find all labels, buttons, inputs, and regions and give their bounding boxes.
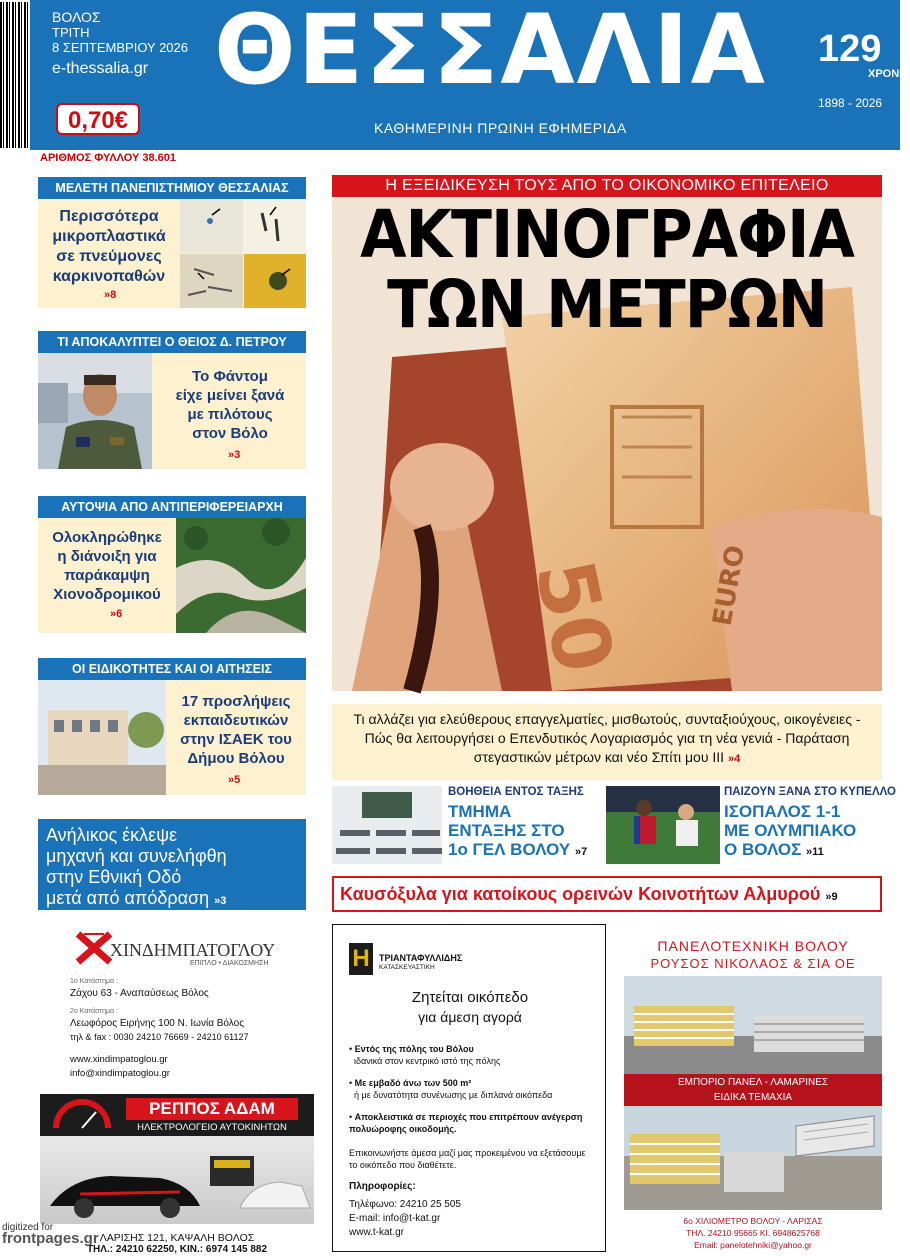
headline-line: Ολοκληρώθηκε [52,529,162,546]
headline-line: στην Εθνική Οδό [46,867,182,887]
banner-line: ΕΜΠΟΡΙΟ ΠΑΝΕΛ - ΛΑΜΑΡΙΝΕΣ [677,1077,829,1088]
lead-headline[interactable]: ΤΩΝ ΜΕΤΡΩΝ [387,266,827,344]
aerial-road-photo [176,518,306,633]
headline-line: στον Βόλο [192,425,268,442]
newspaper-title: ΘΕΣΣΑΛΙΑ [214,0,767,106]
ad-phone: τηλ & fax : 0030 24210 76669 - 24210 61127 [70,1032,249,1042]
ad-triantafyllidis[interactable] [332,924,606,1252]
ad-address: 6ο ΧΙΛΙΟΜΕΤΡΟ ΒΟΛΟΥ - ΛΑΡΙΣΑΣ [683,1216,823,1226]
page-ref: »9 [825,891,838,903]
bullet-item: • Εντός της πόλης του Βόλου ιδανικά στον κεντρικό ιστό της πόλης [349,1044,501,1066]
warehouse-photo [624,1106,882,1210]
headline-line: ΤΜΗΜΑ [448,802,512,821]
city: ΒΟΛΟΣ [52,9,101,25]
ad-heading: Ζητείται οικόπεδο [411,989,529,1006]
anniversary-badge [818,28,910,110]
page-ref: »5 [228,774,241,786]
headline-line: Το Φάντομ [192,368,268,385]
story-isaek[interactable] [38,658,306,795]
ad-brand: ΧΙΝΔΗΜΠΑΤΟΓΛΟΥ [110,940,276,960]
story-phantom[interactable] [38,331,306,469]
story-kicker: ΒΟΗΘΕΙΑ ΕΝΤΟΣ ΤΑΞΗΣ [448,786,584,798]
ad-heading: για άμεση αγορά [418,1009,522,1025]
ad-email[interactable]: E-mail: info@t-kat.gr [349,1213,441,1224]
headline-line: ΕΝΤΑΞΗΣ ΣΤΟ [448,821,565,840]
headline-line: με πιλότους [187,406,273,423]
page-ref: »11 [806,846,824,858]
story-juvenile-theft[interactable] [38,819,306,910]
ad-email[interactable]: info@xindimpatoglou.gr [70,1068,170,1079]
headline-line: εκπαιδευτικών [183,712,289,729]
price-badge: 0,70€ [56,103,140,135]
masthead-info [52,10,188,76]
headline-line: καρκινοπαθών [52,268,166,285]
page-ref: »3 [228,449,241,461]
credit-line: digitized for [2,1222,54,1233]
headline-line: Χιονοδρομικού [53,586,161,603]
ad-brand: ΡΕΠΠΟΣ ΑΔΑΜ [126,1098,298,1120]
story-headline [166,692,306,768]
ad-panelotechniki[interactable] [624,924,882,1252]
store-address: Ζάχου 63 - Αναπαύσεως Βόλος [70,988,209,999]
story-integration-class[interactable] [332,786,602,864]
pilot-photo [38,353,152,469]
story-headline: Καυσόξυλα για κατοίκους ορεινών Κοινοτήτων Αλμυρού [340,884,821,904]
story-headline [156,367,304,443]
story-microplastics[interactable] [38,177,306,308]
speedometer-icon [50,1100,114,1130]
building-photo [38,680,166,795]
story-header: ΜΕΛΕΤΗ ΠΑΝΕΠΙΣΤΗΜΙΟΥ ΘΕΣΣΑΛΙΑΣ [38,177,306,199]
day: ΤΡΙΤΗ [52,25,90,40]
ad-address: ΛΑΡΙΣΗΣ 121, ΚΑΨΑΛΗ ΒΟΛΟΣ [99,1232,255,1244]
years-number: 129 [818,28,882,70]
story-ski-road[interactable] [38,496,306,633]
cars-photo [40,1136,314,1224]
newspaper-subtitle: ΚΑΘΗΜΕΡΙΝΗ ΠΡΩΙΝΗ ΕΦΗΜΕΡΙΔΑ [374,120,627,136]
story-headline [38,207,180,287]
classroom-photo [332,786,442,864]
story-firewood[interactable] [332,876,882,912]
website-link[interactable]: e-thessalia.gr [52,60,149,77]
ad-phone: ΤΗΛ. 24210 95665 ΚΙ. 6948625768 [686,1228,820,1238]
headline-line: ΙΣΟΠΑΛΟΣ 1-1 [724,802,841,821]
microscope-image [180,199,306,308]
lead-summary [332,704,882,780]
banknote-text: EURO [707,543,752,629]
ad-brand: ΤΡΙΑΝΤΑΦΥΛΛΙΔΗΣ [379,953,463,963]
ad-bullets [349,1043,599,1135]
headline-line: 1ο ΓΕΛ ΒΟΛΟΥ »7 [448,840,588,859]
headline-line: είχε μείνει ξανά [175,387,285,404]
ad-contact-text: Επικοινωνήστε άμεσα μαζί μας προκειμένου να εξετάσουμε το οικόπεδο που διαθέτετε. [349,1148,586,1170]
headline-line: παράκαμψη [64,567,150,584]
ad-subtitle: ΡΟΥΣΟΣ ΝΙΚΟΛΑΟΣ & ΣΙΑ ΟΕ [650,956,856,971]
barcode [0,2,30,148]
ad-email[interactable]: Email: panelotehniki@yahoo.gr [694,1240,812,1250]
ad-brand: ΠΑΝΕΛΟΤΕΧΝΙΚΗ ΒΟΛΟΥ [657,938,849,954]
story-headline [724,802,856,862]
page-ref: »7 [574,846,588,858]
headline-line: Δήμου Βόλου [187,750,285,767]
years-range: 1898 - 2026 [818,96,883,110]
digitized-credit [2,1222,99,1247]
lead-headline[interactable]: ΑΚΤΙΝΟΓΡΑΦΙΑ [360,196,854,274]
bullet-item: • Αποκλειστικά σε περιοχές που επιτρέπουν ανέγερση πολυώροφης οικοδομής. [349,1112,583,1134]
story-volos-olympiacos[interactable] [606,786,896,864]
ad-subtitle: ΗΛΕΚΤΡΟΛΟΓΕΙΟ ΑΥΤΟΚΙΝΗΤΩΝ [137,1122,287,1133]
headline-line: μηχανή και συνελήφθη [46,846,227,866]
store-address: Λεωφόρος Ειρήνης 100 Ν. Ιωνία Βόλος [70,1018,245,1029]
panels-photo [624,976,882,1074]
page-ref: »3 [214,895,227,907]
story-header: ΑΥΤΟΨΙΑ ΑΠΟ ΑΝΤΙΠΕΡΙΦΕΡΕΙΑΡΧΗ [38,496,306,518]
x-logo-icon [74,930,114,966]
ad-phone: Τηλέφωνο: 24210 25 505 [349,1199,461,1210]
bullet-item: • Με εμβαδό άνω των 500 m² ή με δυνατότητα συνένωσης με διπλανά οικόπεδα [349,1078,553,1100]
ad-tagline: ΕΠΙΠΛΟ • ΔΙΑΚΟΣΜΗΣΗ [190,960,269,967]
headline-line: η διάνοιξη για [57,548,157,565]
lead-kicker: Η ΕΞΕΙΔΙΚΕΥΣΗ ΤΟΥΣ ΑΠΟ ΤΟ ΟΙΚΟΝΟΜΙΚΟ ΕΠΙΤΕΛΕΙΟ [332,175,882,197]
headline-line: Περισσότερα [59,208,159,225]
page-ref: »4 [727,753,741,765]
headline-line: Ανήλικος έκλεψε [46,825,178,845]
headline-line: Ο ΒΟΛΟΣ »11 [724,840,824,859]
svg-text:50: 50 [517,552,632,681]
headline-line: σε πνεύμονες [56,248,162,265]
masthead [0,0,910,150]
credit-site[interactable]: frontpages.gr [2,1230,99,1247]
ad-phone: ΤΗΛ.: 24210 62250, ΚΙΝ.: 6974 145 882 [86,1244,268,1255]
story-kicker: ΠΑΙΖΟΥΝ ΞΑΝΑ ΣΤΟ ΚΥΠΕΛΛΟ [724,786,896,798]
headline-line: στην ΙΣΑΕΚ του [180,731,292,748]
football-photo [606,786,720,864]
years-label: ΧΡΟΝΙΑ [868,68,910,80]
info-label: Πληροφορίες: [349,1181,416,1192]
page-ref: »8 [104,289,117,301]
headline-line: 17 προσλήψεις [181,693,291,710]
store-label: 1ο Κατάστημα : [70,978,119,985]
ad-website[interactable]: www.t-kat.gr [349,1227,405,1238]
issue-number: ΑΡΙΘΜΟΣ ΦΥΛΛΟΥ 38.601 [40,152,176,164]
ad-website[interactable]: www.xindimpatoglou.gr [70,1054,168,1065]
ad-subtitle: ΚΑΤΑΣΚΕΥΑΣΤΙΚΗ [379,964,435,971]
banner-line: ΕΙΔΙΚΑ ΤΕΜΑΧΙΑ [713,1092,793,1103]
company-logo-icon: Η [349,943,373,975]
ad-banner [624,1074,882,1106]
ad-xindimpatoglou[interactable] [40,924,314,1086]
headline-line: μετά από απόδραση »3 [46,888,227,908]
headline-line: ΜΕ ΟΛΥΜΠΙΑΚΟ [724,821,857,840]
store-label: 2ο Κατάστημα : [70,1008,119,1015]
story-header: ΟΙ ΕΙΔΙΚΟΤΗΤΕΣ ΚΑΙ ΟΙ ΑΙΤΗΣΕΙΣ [38,658,306,680]
page-ref: »6 [110,608,123,620]
story-headline [448,802,587,862]
summary-text: Τι αλλάζει για ελεύθερους επαγγελματίες, μισθωτούς, συνταξιούχους, οικογένειες - Πώς θα λειτουργήσει ο Επενδυτικός Λογαριασμός για τη νέα γενιά - Παράταση στεγαστικών μέτρων και νέο Σπίτι μου ΙΙΙ [353,711,861,765]
headline-line: μικροπλαστικά [52,228,166,245]
date: 8 ΣΕΠΤΕΜΒΡΙΟΥ 2026 [52,40,188,55]
story-headline [38,528,176,604]
story-header: ΤΙ ΑΠΟΚΑΛΥΠΤΕΙ Ο ΘΕΙΟΣ Δ. ΠΕΤΡΟΥ [38,331,306,353]
